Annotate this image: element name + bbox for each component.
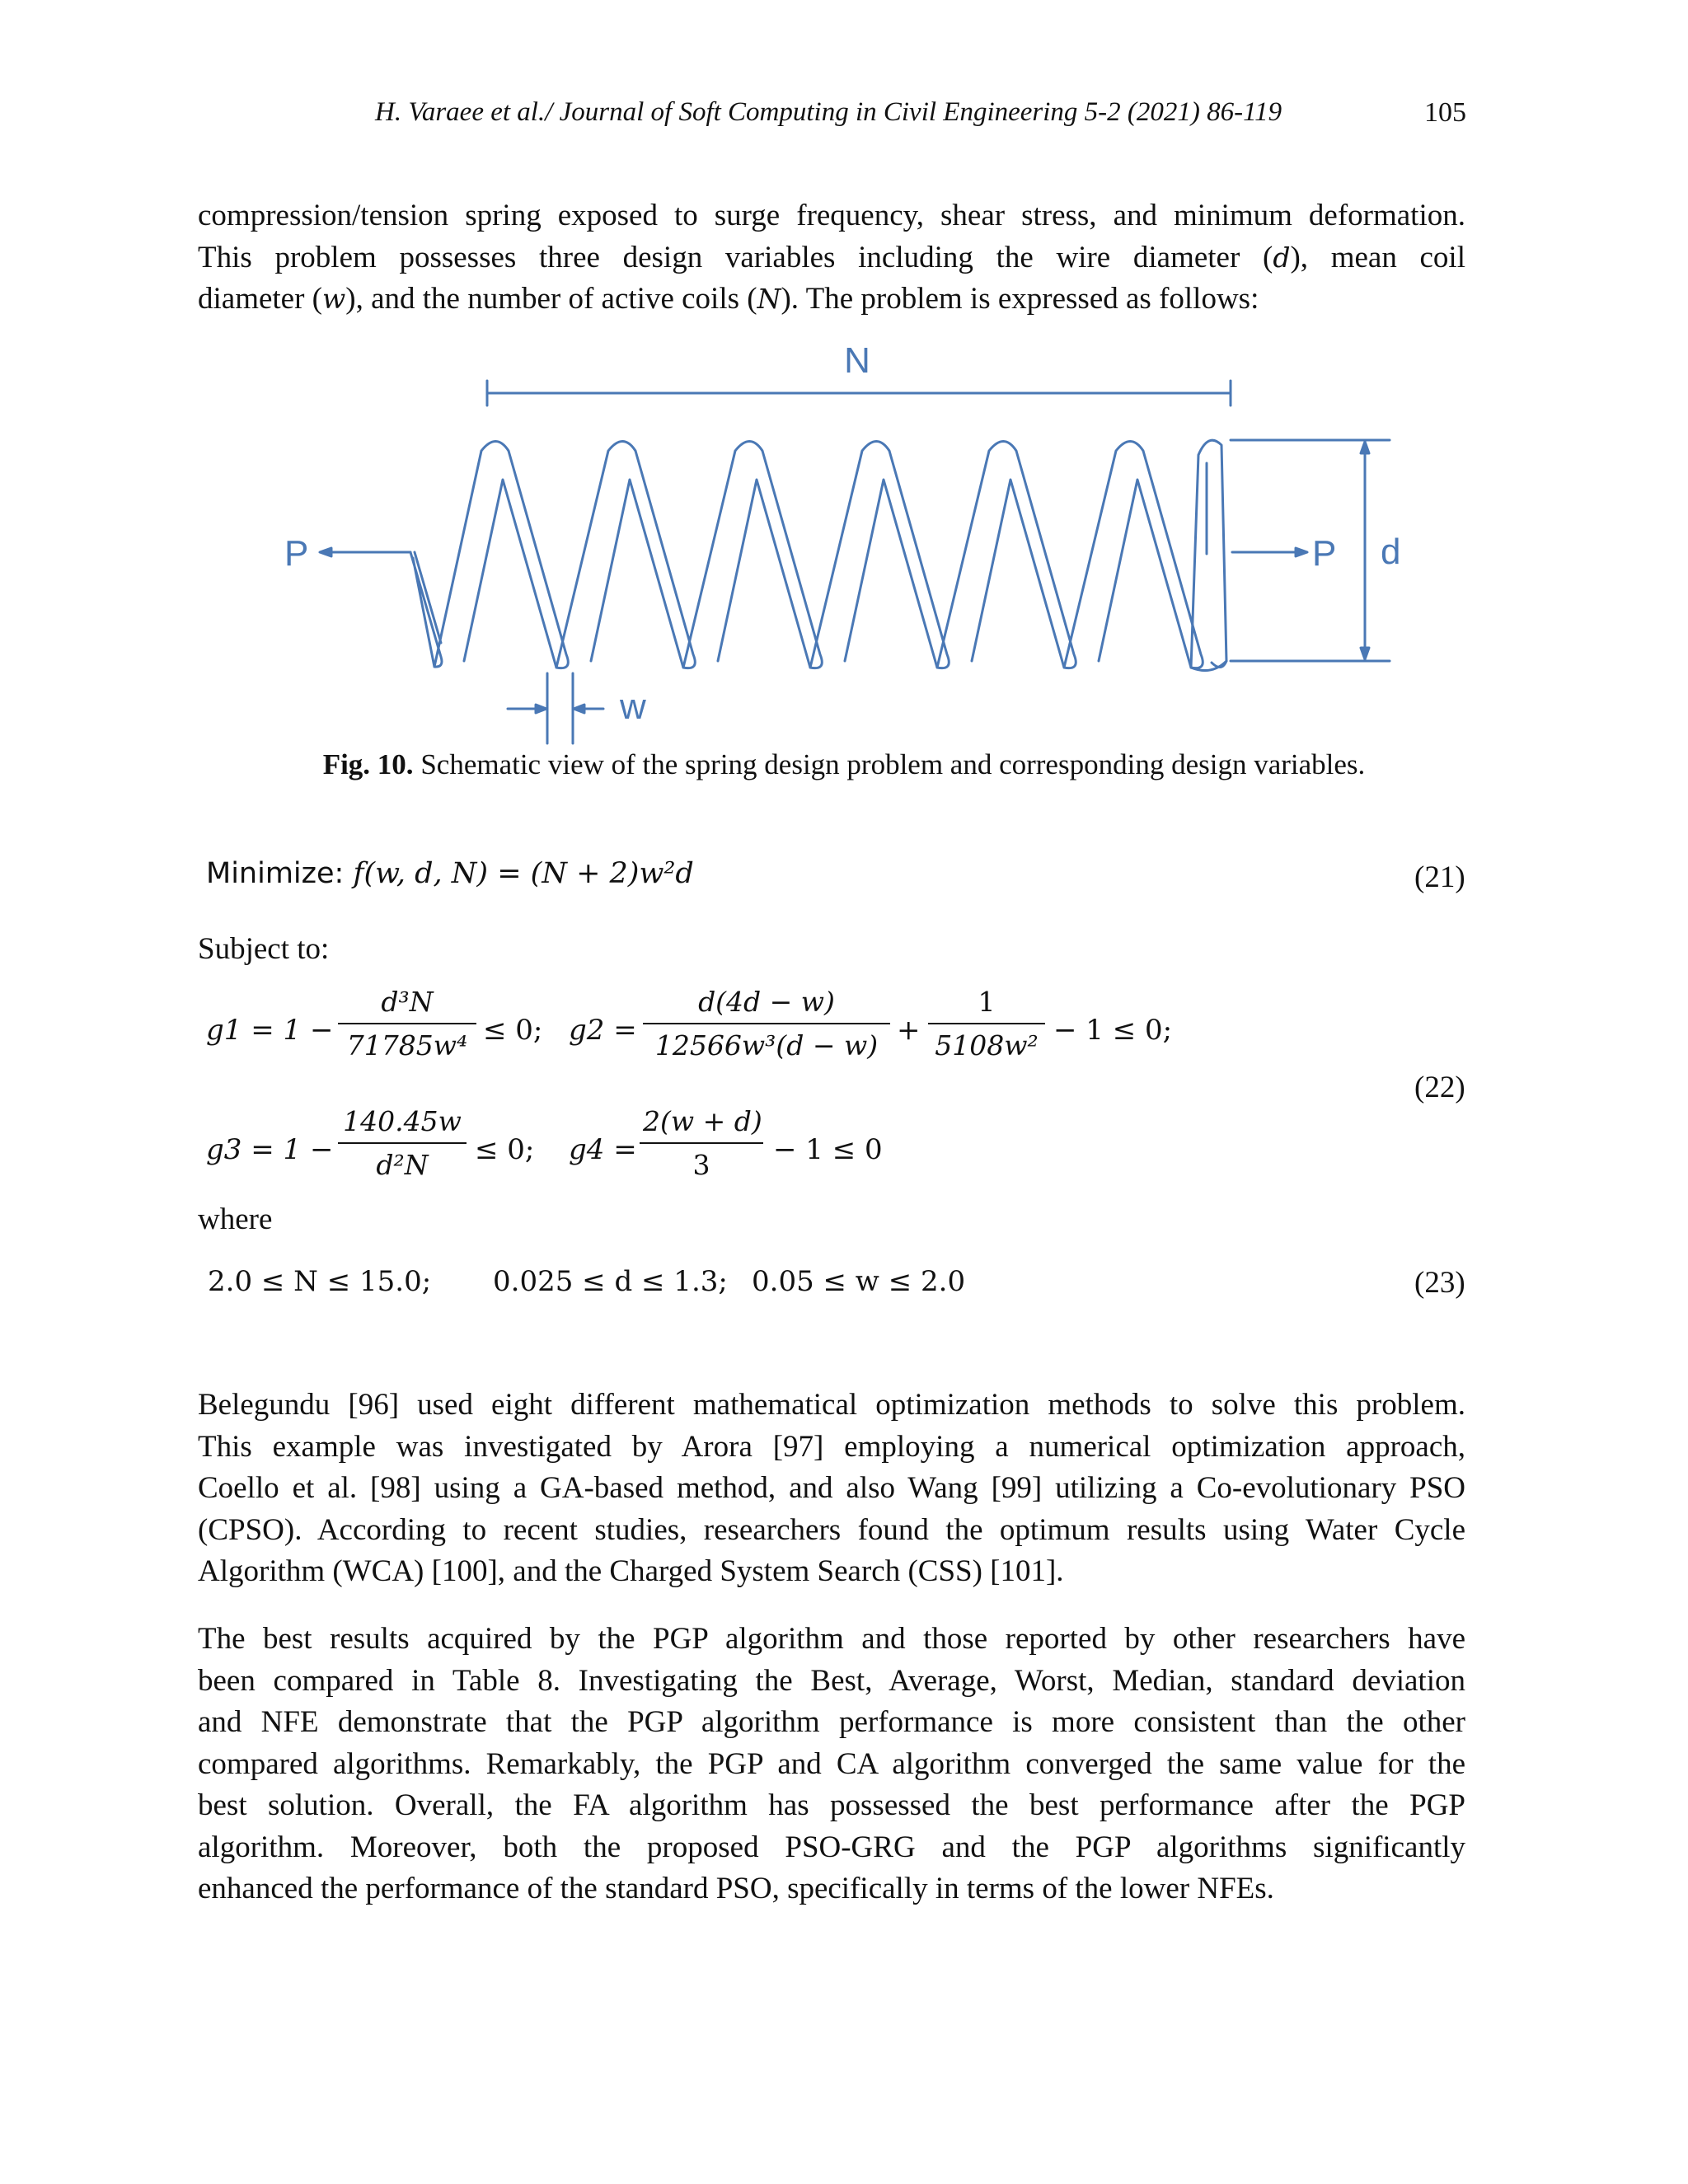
p2-line: Belegundu [96] used eight different mathematical optimization methods to solve this problem. — [198, 1388, 1465, 1422]
eq23-range-N: 2.0 ≤ N ≤ 15.0; — [208, 1265, 432, 1298]
p2-line: (CPSO). According to recent studies, researchers found the optimum results using Water Cycle — [198, 1512, 1465, 1547]
w-arrowhead-left — [536, 705, 546, 713]
label-P-right: P — [1312, 533, 1337, 574]
eq22-g4-lhs: g4 = — [569, 1133, 637, 1166]
eq21-prefix: Minimize: — [206, 857, 354, 890]
p2-line: Algorithm (WCA) [100], and the Charged System Search (CSS) [101]. — [198, 1554, 1064, 1588]
paragraph-3 — [198, 1619, 1465, 1910]
intro-line-3 — [198, 279, 1465, 321]
eq22-g1-den: 71785w⁴ — [346, 1029, 468, 1062]
eq22-g3-num: 140.45w — [338, 1105, 467, 1144]
intro-line-3c: ). The problem is expressed as follows: — [781, 282, 1259, 316]
p-right-arrowhead — [1296, 548, 1307, 556]
d-arrow-bottom — [1361, 648, 1369, 659]
eq22-g3-fraction — [338, 1105, 467, 1181]
p3-line: enhanced the performance of the standard PSO, specifically in terms of the lower NFEs. — [198, 1872, 1274, 1905]
eq22-g2-frac1-num: d(4d − w) — [643, 986, 890, 1024]
eq22-number: (22) — [1414, 1071, 1465, 1104]
intro-line-1: compression/tension spring exposed to surge frequency, shear stress, and minimum deformation. — [198, 199, 1465, 232]
w-arrowhead-right — [574, 705, 584, 713]
label-N: N — [844, 340, 870, 381]
var-N: N — [757, 283, 781, 315]
eq21-number: (21) — [1414, 860, 1465, 894]
subject-to: Subject to: — [198, 932, 330, 966]
p3-line: The best results acquired by the PGP algorithm and those reported by other researchers have — [198, 1622, 1465, 1656]
label-w: w — [620, 687, 646, 727]
eq22-g1-num: d³N — [338, 986, 476, 1024]
intro-line-2 — [198, 237, 1465, 279]
eq22-g2-plus: + — [897, 1014, 921, 1047]
caption-text: Schematic view of the spring design problem and corresponding design variables. — [413, 748, 1366, 780]
p-left-arrowhead — [320, 548, 331, 556]
eq23-number: (23) — [1414, 1266, 1465, 1300]
eq22-g4-den: 3 — [692, 1149, 710, 1181]
eq22-g4-num: 2(w + d) — [640, 1105, 763, 1144]
running-header: H. Varaee et al./ Journal of Soft Computing in Civil Engineering 5-2 (2021) 86-119 — [375, 97, 1282, 127]
eq21 — [206, 857, 694, 890]
eq22-g2-tail: − 1 ≤ 0; — [1053, 1014, 1173, 1047]
p2-line: This example was investigated by Arora [97] employing a numerical optimization approach, — [198, 1429, 1465, 1464]
d-arrow-top — [1361, 442, 1369, 453]
intro-line-2b: ), mean coil — [1290, 240, 1465, 274]
var-w: w — [322, 283, 346, 315]
eq22-g2-fraction-1 — [643, 986, 890, 1062]
eq21-formula: f(w, d, N) = (N + 2)w²d — [353, 857, 694, 890]
eq22-g1-lhs: g1 = 1 − — [206, 1014, 334, 1047]
var-d: d — [1273, 241, 1291, 274]
label-P-left: P — [284, 533, 309, 574]
eq22-g1-fraction — [338, 986, 476, 1062]
figure-caption — [0, 748, 1688, 781]
label-d: d — [1381, 532, 1401, 572]
p3-line: compared algorithms. Remarkably, the PGP and CA algorithm converged the same value for the — [198, 1746, 1465, 1781]
eq22-g2-frac2-num: 1 — [928, 986, 1045, 1024]
eq22-g3-den: d²N — [376, 1149, 429, 1181]
eq22-g2-lhs: g2 = — [569, 1014, 637, 1047]
p2-line: Coello et al. [98] using a GA-based method, and also Wang [99] utilizing a Co-evolutionary PSO — [198, 1471, 1465, 1505]
paragraph-2 — [198, 1385, 1465, 1593]
eq22-g2-frac2-den: 5108w² — [935, 1029, 1039, 1062]
eq22-g4-fraction — [640, 1105, 763, 1181]
intro-line-3a: diameter ( — [198, 282, 322, 316]
eq22-g1-rel: ≤ 0; — [483, 1014, 543, 1047]
eq22-g2-frac1-den: 12566w³(d − w) — [654, 1029, 879, 1062]
p3-line: algorithm. Moreover, both the proposed PSO-GRG and the PGP algorithms significantly — [198, 1830, 1465, 1864]
p3-line: been compared in Table 8. Investigating the Best, Average, Worst, Median, standard deviation — [198, 1663, 1465, 1698]
eq22-g4-tail: − 1 ≤ 0 — [773, 1133, 883, 1166]
caption-label: Fig. 10. — [322, 748, 414, 780]
page-number: 105 — [1424, 97, 1466, 128]
eq23-range-w: 0.05 ≤ w ≤ 2.0 — [752, 1265, 966, 1298]
spring-coils — [379, 440, 1226, 670]
eq22-g3-rel: ≤ 0; — [475, 1133, 535, 1166]
eq22-g3-lhs: g3 = 1 − — [206, 1133, 334, 1166]
intro-line-3b: ), and the number of active coils ( — [345, 282, 757, 316]
eq22-g2-fraction-2 — [928, 986, 1045, 1062]
spring-figure — [264, 340, 1451, 752]
p3-line: and NFE demonstrate that the PGP algorithm performance is more consistent than the other — [198, 1705, 1465, 1739]
intro-line-2a: This problem possesses three design variables including the wire diameter ( — [198, 240, 1273, 274]
p3-line: best solution. Overall, the FA algorithm has possessed the best performance after the PGP — [198, 1788, 1465, 1822]
where-label: where — [198, 1202, 273, 1236]
intro-paragraph — [198, 195, 1465, 321]
eq23-range-d: 0.025 ≤ d ≤ 1.3; — [493, 1265, 728, 1298]
